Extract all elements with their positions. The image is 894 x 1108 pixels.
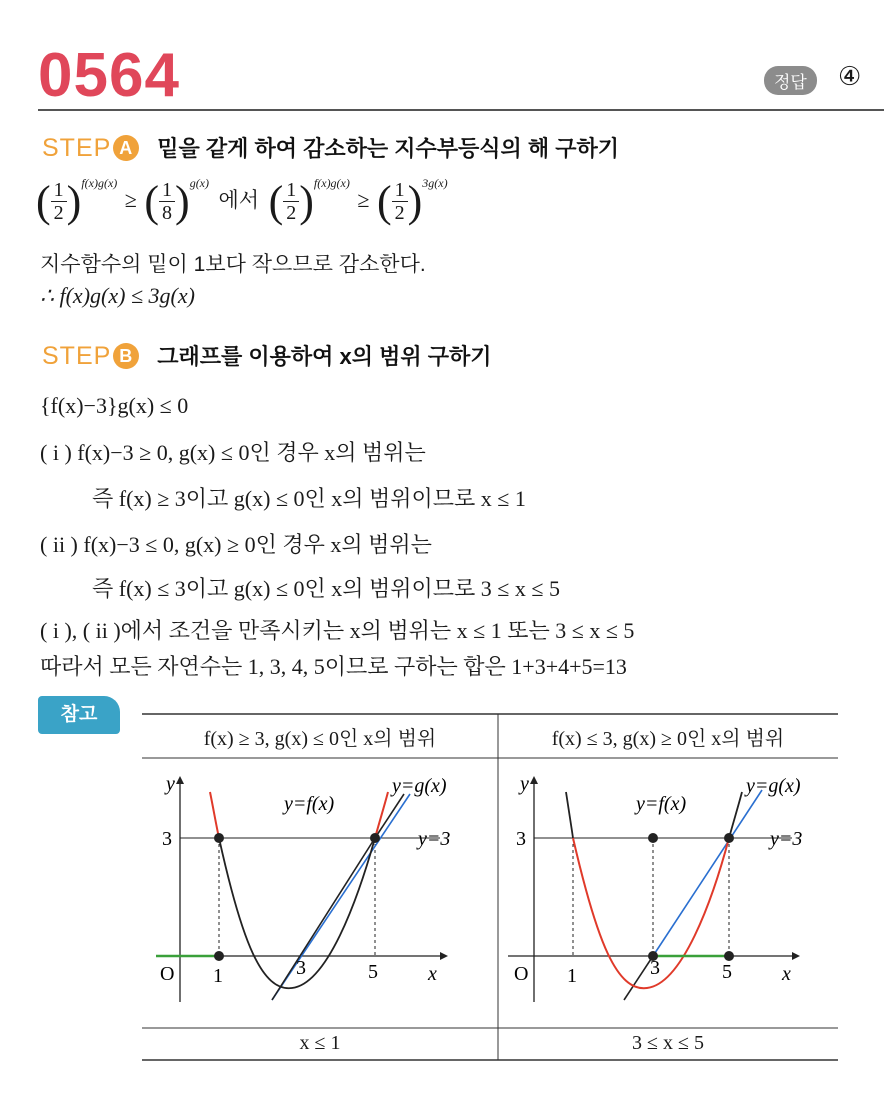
right-tick-5: 5 <box>722 961 732 983</box>
right-tick-3: 3 <box>650 957 660 979</box>
left-f-label: y=f(x) <box>284 793 335 815</box>
step-b-line6: ( i ), ( ii )에서 조건을 만족시키는 x의 범위는 x ≤ 1 또는 3 ≤ x ≤ 5 <box>40 618 635 643</box>
step-a-equation: ( $\frac{1}{2}$ )$^{f(x)g(x)}$ ≥ ( $\frac{1}{8}$ )$^{g(x)}$ 에서 ( $\frac{1}{2}$ )$^{f(x)g(x)}$ ≥ ( $\frac{1}{2}$ )$^{3g(x)}$ <box>36 176 448 226</box>
right-y-axis-label: y <box>520 773 529 795</box>
left-graph <box>156 773 450 1002</box>
right-x-axis-label: x <box>782 963 791 985</box>
step-b-line4: ( ii ) f(x)−3 ≤ 0, g(x) ≥ 0인 경우 x의 범위는 <box>40 532 432 557</box>
right-tick-1: 1 <box>567 965 577 987</box>
note-table <box>142 712 838 1062</box>
step-b-line1: {f(x)−3}g(x) ≤ 0 <box>40 393 189 418</box>
left-header: f(x) ≥ 3, g(x) ≤ 0인 x의 범위 <box>203 728 437 750</box>
step-b-line3: 즉 f(x) ≥ 3이고 g(x) ≤ 0인 x의 범위이므로 x ≤ 1 <box>92 486 526 511</box>
step-a-line3: ∴ f(x)g(x) ≤ 3g(x) <box>40 283 195 308</box>
step-b-line2: ( i ) f(x)−3 ≥ 0, g(x) ≤ 0인 경우 x의 범위는 <box>40 440 426 465</box>
note-tag: 참고 <box>38 696 120 734</box>
right-y3-label: 3 <box>516 828 526 850</box>
right-origin-label: O <box>514 963 529 985</box>
left-tick-3: 3 <box>296 957 306 979</box>
left-tick-1: 1 <box>213 965 223 987</box>
answer-badge: 정답 <box>764 66 817 95</box>
left-g-label: y=g(x) <box>392 775 447 797</box>
step-b-line5: 즉 f(x) ≤ 3이고 g(x) ≤ 0인 x의 범위이므로 3 ≤ x ≤ 5 <box>92 576 560 601</box>
header-divider <box>38 109 884 111</box>
problem-number: 0564 <box>38 41 180 110</box>
right-f-label: y=f(x) <box>636 793 687 815</box>
step-b-heading <box>42 340 492 371</box>
step-a-heading <box>42 132 619 163</box>
note-graphs <box>142 712 838 1062</box>
left-y3-label: 3 <box>162 828 172 850</box>
step-b-letter: B <box>113 343 139 369</box>
left-tick-5: 5 <box>368 961 378 983</box>
left-result: x ≤ 1 <box>299 1032 341 1054</box>
left-y3-line-label: y=3 <box>418 828 451 850</box>
right-graph <box>508 773 802 1002</box>
step-a-label: STEP A <box>42 134 139 162</box>
step-a-title: 밑을 같게 하여 감소하는 지수부등식의 해 구하기 <box>157 136 620 161</box>
left-x-axis-label: x <box>428 963 437 985</box>
right-y3-line-label: y=3 <box>770 828 803 850</box>
left-origin-label: O <box>160 963 175 985</box>
step-a-letter: A <box>113 135 139 161</box>
step-a-line2: 지수함수의 밑이 1보다 작으므로 감소한다. <box>40 253 426 276</box>
step-b-title: 그래프를 이용하여 x의 범위 구하기 <box>157 344 492 369</box>
step-b-label: STEP B <box>42 342 139 370</box>
right-g-label: y=g(x) <box>746 775 801 797</box>
answer-value: ④ <box>838 62 862 92</box>
left-y-axis-label: y <box>166 773 175 795</box>
right-result: 3 ≤ x ≤ 5 <box>632 1032 704 1054</box>
step-b-line7: 따라서 모든 자연수는 1, 3, 4, 5이므로 구하는 합은 1+3+4+5=13 <box>40 654 627 679</box>
right-header: f(x) ≤ 3, g(x) ≥ 0인 x의 범위 <box>551 728 785 750</box>
